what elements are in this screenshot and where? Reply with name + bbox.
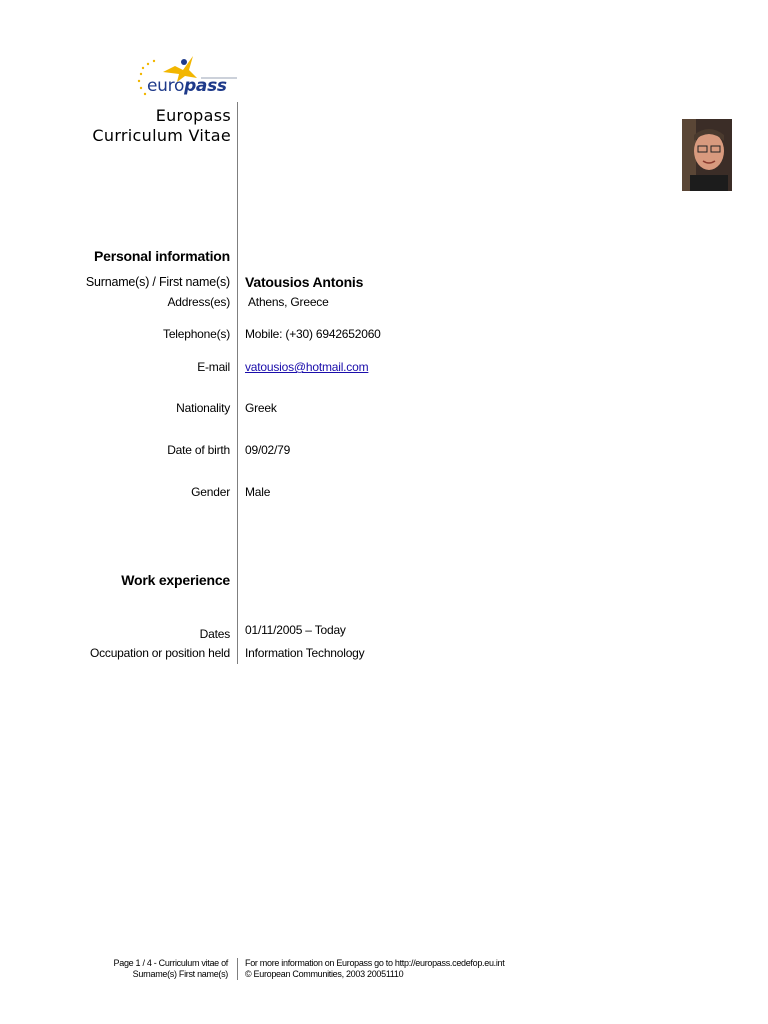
logo-text-pass: pass [184,76,227,96]
value-telephone: Mobile: (+30) 6942652060 [245,327,381,341]
label-nationality: Nationality [176,401,230,415]
label-telephone: Telephone(s) [163,327,230,341]
label-gender: Gender [191,485,230,499]
label-date-of-birth: Date of birth [167,443,230,457]
value-gender: Male [245,485,271,499]
europass-logo [133,52,239,100]
footer-copyright: © European Communities, 2003 20051110 [245,969,404,979]
email-link[interactable]: vatousios@hotmail.com [245,360,369,374]
value-nationality: Greek [245,401,277,415]
title-line-2: Curriculum Vitae [92,126,231,145]
label-dates: Dates [199,627,230,641]
footer-info-link: For more information on Europass go to http://europass.cedefop.eu.int [245,958,505,968]
value-address: Athens, Greece [248,295,329,309]
footer-page-info: Page 1 / 4 - Curriculum vitae of [113,958,228,968]
footer-divider [237,958,238,980]
value-name: Vatousios Antonis [245,274,364,290]
value-date-of-birth: 09/02/79 [245,443,291,457]
label-address: Address(es) [167,295,230,309]
title-line-1: Europass [155,106,231,125]
label-email: E-mail [197,360,230,374]
column-divider [237,102,238,664]
value-occupation: Information Technology [245,646,365,660]
profile-photo [682,119,732,191]
label-occupation: Occupation or position held [89,646,230,660]
footer-right [245,958,504,980]
footer-left [114,958,228,980]
label-name: Surname(s) / First name(s) [85,275,230,289]
footer-name-placeholder: Surname(s) First name(s) [132,969,228,979]
section-heading-work: Work experience [121,572,230,588]
value-dates: 01/11/2005 – Today [245,623,346,637]
logo-text-euro: euro [147,76,185,96]
section-heading-personal: Personal information [93,248,230,264]
document-title [92,106,231,146]
